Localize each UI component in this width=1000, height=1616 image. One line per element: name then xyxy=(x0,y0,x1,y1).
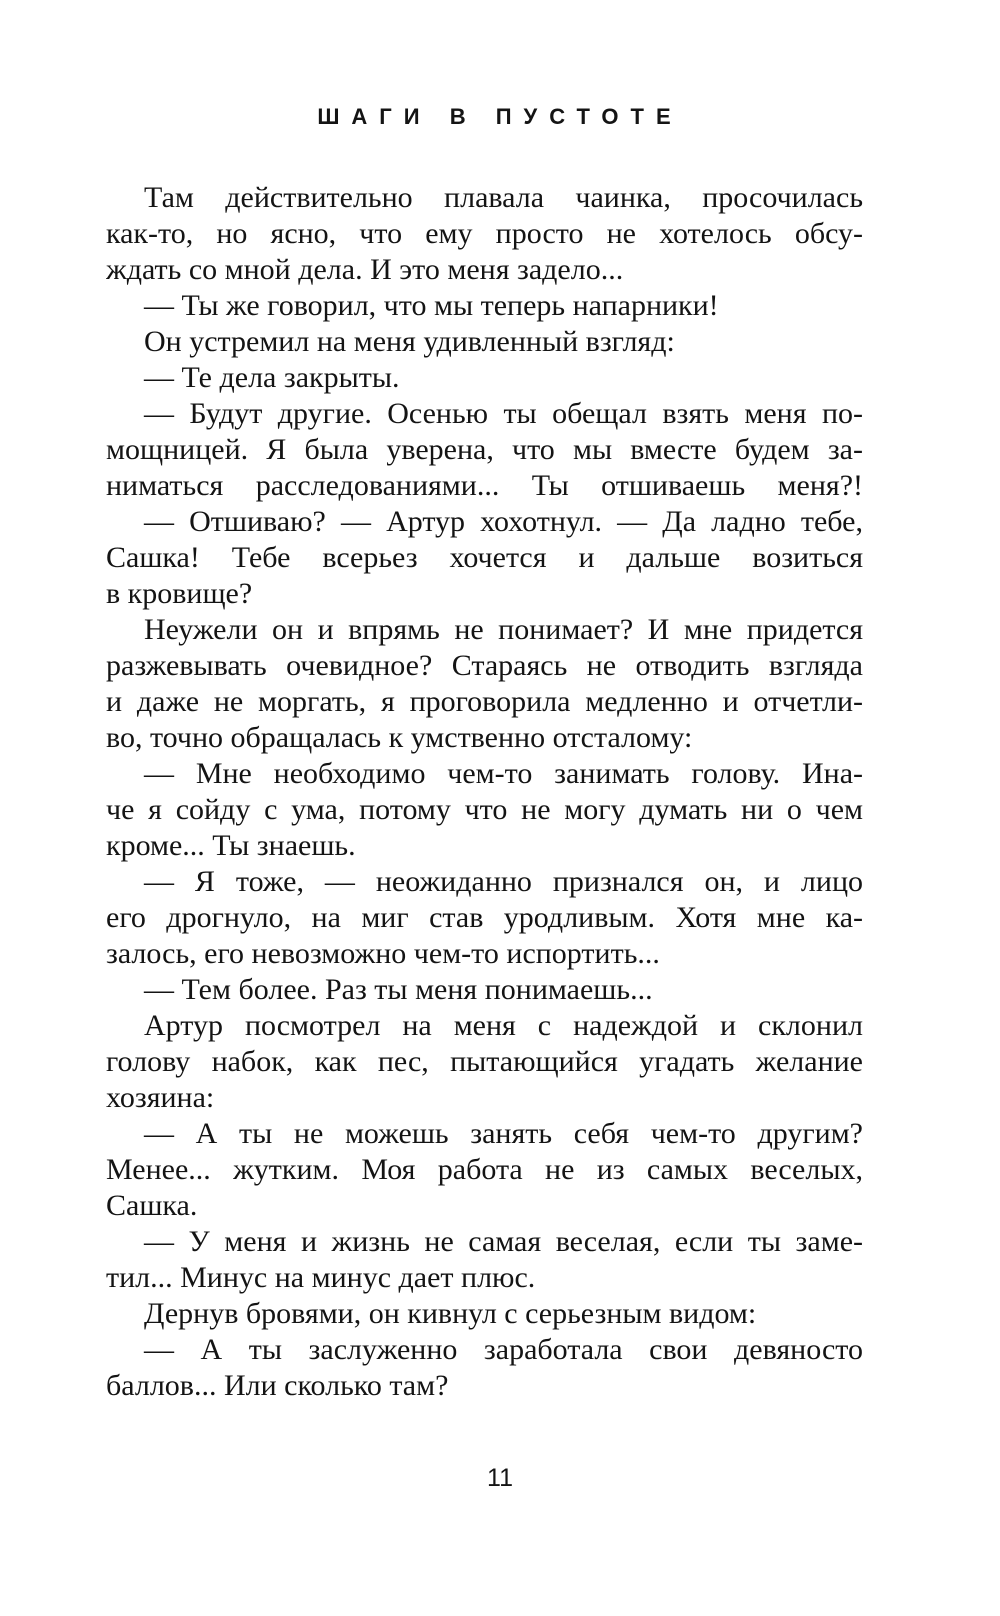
text-line: в кровище? xyxy=(106,577,253,610)
page-number: 11 xyxy=(487,1464,513,1492)
text-line: Дернув бровями, он кивнул с серьезным видом: xyxy=(144,1297,757,1330)
text-line: — Тем более. Раз ты меня понимаешь... xyxy=(144,973,653,1006)
text-line: Там действительно плавала чаинка, просочилась xyxy=(144,181,863,214)
text-line: — Те дела закрыты. xyxy=(144,361,400,394)
text-line: Сашка! Тебе всерьез хочется и дальше возиться xyxy=(106,541,863,574)
text-line: — Будут другие. Осенью ты обещал взять меня по- xyxy=(144,397,863,430)
text-line: — Отшиваю? — Артур хохотнул. — Да ладно тебе, xyxy=(144,505,863,538)
text-line: — А ты не можешь занять себя чем-то другим? xyxy=(144,1117,863,1150)
text-line: — Мне необходимо чем-то занимать голову. Ина- xyxy=(144,757,863,790)
text-line: залось, его невозможно чем-то испортить... xyxy=(106,937,660,970)
text-line: тил... Минус на минус дает плюс. xyxy=(106,1261,536,1294)
text-line: во, точно обращалась к умственно отсталому: xyxy=(106,721,693,754)
text-line: хозяина: xyxy=(106,1081,215,1114)
text-line: и даже не моргать, я проговорила медленно и отчетли- xyxy=(106,685,863,718)
text-line: — Ты же говорил, что мы теперь напарники! xyxy=(144,289,719,322)
text-line: че я сойду с ума, потому что не могу думать ни о чем xyxy=(106,793,863,826)
text-line: кроме... Ты знаешь. xyxy=(106,829,356,862)
text-line: Неужели он и впрямь не понимает? И мне придется xyxy=(144,613,863,646)
text-line: разжевывать очевидное? Стараясь не отводить взгляда xyxy=(106,649,863,682)
text-line: — Я тоже, — неожиданно признался он, и лицо xyxy=(144,865,863,898)
text-line: Он устремил на меня удивленный взгляд: xyxy=(144,325,675,358)
running-head-title: ШАГИ В ПУСТОТЕ xyxy=(317,104,683,129)
text-line: ждать со мной дела. И это меня задело... xyxy=(106,253,624,286)
text-line: мощницей. Я была уверена, что мы вместе будем за- xyxy=(106,433,863,466)
text-line: — А ты заслуженно заработала свои девяносто xyxy=(144,1333,863,1366)
text-line: баллов... Или сколько там? xyxy=(106,1369,449,1402)
text-line: как-то, но ясно, что ему просто не хотелось обсу- xyxy=(106,217,863,250)
text-line: Сашка. xyxy=(106,1189,198,1222)
text-line: Артур посмотрел на меня с надеждой и склонил xyxy=(144,1009,863,1042)
text-line: — У меня и жизнь не самая веселая, если ты заме- xyxy=(144,1225,863,1258)
text-line: ниматься расследованиями... Ты отшиваешь меня?! xyxy=(106,469,863,502)
body-text xyxy=(106,180,863,1404)
text-line: Менее... жутким. Моя работа не из самых веселых, xyxy=(106,1153,863,1186)
text-line: его дрогнуло, на миг став уродливым. Хотя мне ка- xyxy=(106,901,863,934)
text-line: голову набок, как пес, пытающийся угадать желание xyxy=(106,1045,863,1078)
